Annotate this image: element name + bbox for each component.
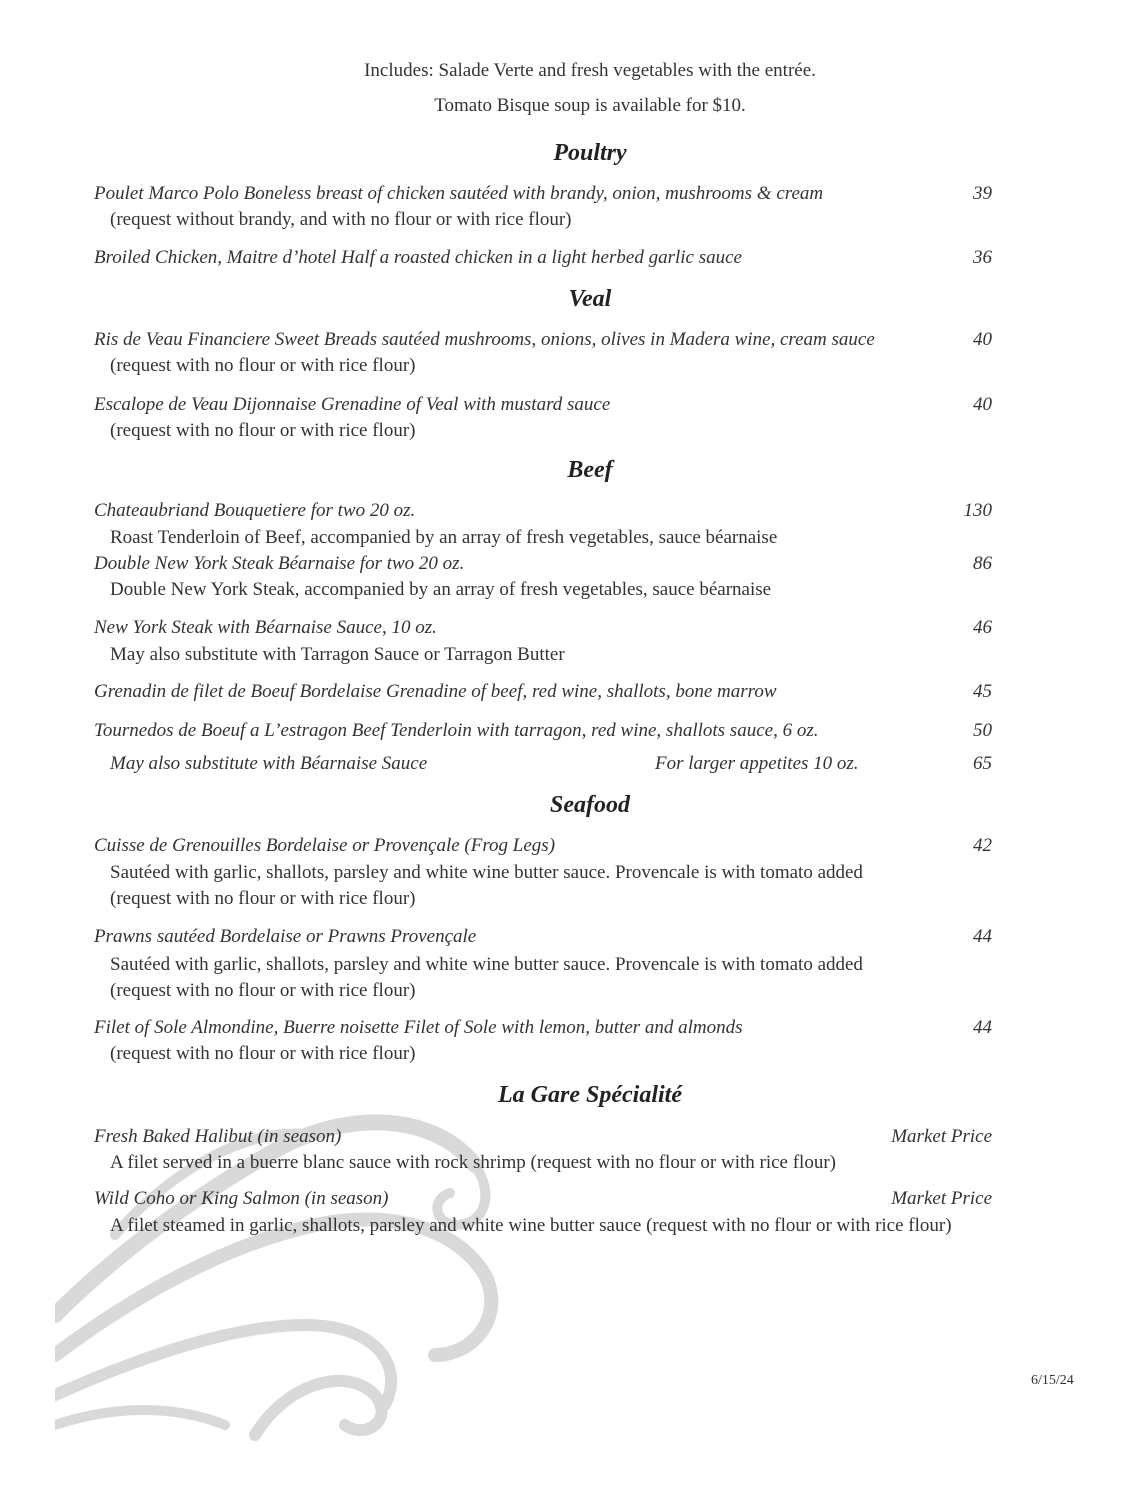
menu-item-price: 65 bbox=[973, 753, 992, 774]
section-title-veal: Veal bbox=[568, 286, 612, 312]
menu-item-price: 40 bbox=[973, 394, 992, 415]
menu-item-note: (request with no flour or with rice flour) bbox=[110, 980, 416, 1001]
menu-item-note: (request without brandy, and with no flour or with rice flour) bbox=[110, 209, 572, 230]
menu-item-name: Filet of Sole Almondine, Buerre noisette Filet of Sole with lemon, butter and almonds bbox=[94, 1017, 743, 1038]
menu-item-price: 50 bbox=[973, 720, 992, 741]
menu-item-name: Grenadin de filet de Boeuf Bordelaise Grenadine of beef, red wine, shallots, bone marrow bbox=[94, 681, 777, 702]
menu-item-note: May also substitute with Tarragon Sauce or Tarragon Butter bbox=[110, 644, 565, 665]
section-title-poultry: Poultry bbox=[553, 140, 627, 166]
menu-item-price: 45 bbox=[973, 681, 992, 702]
menu-item-price: 44 bbox=[973, 1017, 992, 1038]
menu-item-note: Sautéed with garlic, shallots, parsley and white wine butter sauce. Provencale is with tomato added bbox=[110, 862, 863, 883]
menu-item-name: Fresh Baked Halibut (in season) bbox=[94, 1126, 342, 1147]
menu-item-name: Tournedos de Boeuf a L’estragon Beef Tenderloin with tarragon, red wine, shallots sauce, 6 oz. bbox=[94, 720, 819, 741]
menu-item-name: Cuisse de Grenouilles Bordelaise or Provençale (Frog Legs) bbox=[94, 835, 556, 856]
menu-item-name: New York Steak with Béarnaise Sauce, 10 oz. bbox=[94, 617, 437, 638]
menu-item-note: Double New York Steak, accompanied by an array of fresh vegetables, sauce béarnaise bbox=[110, 579, 772, 600]
menu-item-price: 130 bbox=[963, 500, 992, 521]
menu-item-note: May also substitute with Béarnaise Sauce bbox=[110, 753, 428, 774]
menu-item-name: Ris de Veau Financiere Sweet Breads sautéed mushrooms, onions, olives in Madera wine, cream sauce bbox=[94, 329, 875, 350]
menu-item-note: A filet steamed in garlic, shallots, parsley and white wine butter sauce (request with no flour or with rice flour) bbox=[110, 1215, 952, 1236]
menu-item-price: 46 bbox=[973, 617, 992, 638]
menu-item-name: Wild Coho or King Salmon (in season) bbox=[94, 1188, 389, 1209]
menu-item-size-option: For larger appetites 10 oz. bbox=[655, 753, 859, 774]
menu-item-note: A filet served in a buerre blanc sauce with rock shrimp (request with no flour or with rice flour) bbox=[110, 1152, 836, 1173]
menu-item-note: (request with no flour or with rice flour) bbox=[110, 355, 416, 376]
section-title-beef: Beef bbox=[567, 457, 613, 483]
menu-item-name: Poulet Marco Polo Boneless breast of chicken sautéed with brandy, onion, mushrooms & cream bbox=[94, 183, 824, 204]
menu-item-price: 86 bbox=[973, 553, 992, 574]
menu-item-name: Prawns sautéed Bordelaise or Prawns Provençale bbox=[94, 926, 477, 947]
menu-item-price: 39 bbox=[973, 183, 992, 204]
menu-item-price: 36 bbox=[973, 247, 992, 268]
menu-item-price: Market Price bbox=[891, 1188, 992, 1209]
menu-item-name: Chateaubriand Bouquetiere for two 20 oz. bbox=[94, 500, 416, 521]
menu-item-note: Sautéed with garlic, shallots, parsley and white wine butter sauce. Provencale is with tomato added bbox=[110, 954, 863, 975]
menu-item-price: 42 bbox=[973, 835, 992, 856]
menu-item-price: 40 bbox=[973, 329, 992, 350]
menu-item-price: 44 bbox=[973, 926, 992, 947]
menu-item-note: (request with no flour or with rice flour) bbox=[110, 888, 416, 909]
menu-item-name: Escalope de Veau Dijonnaise Grenadine of Veal with mustard sauce bbox=[94, 394, 611, 415]
intro-soup: Tomato Bisque soup is available for $10. bbox=[434, 95, 746, 116]
intro-includes: Includes: Salade Verte and fresh vegetables with the entrée. bbox=[364, 60, 816, 81]
menu-item-note: (request with no flour or with rice flour) bbox=[110, 420, 416, 441]
section-title-specialite: La Gare Spécialité bbox=[498, 1082, 682, 1108]
menu-item-note: (request with no flour or with rice flour) bbox=[110, 1043, 416, 1064]
menu-date: 6/15/24 bbox=[1031, 1373, 1074, 1388]
menu-item-note: Roast Tenderloin of Beef, accompanied by an array of fresh vegetables, sauce béarnaise bbox=[110, 527, 778, 548]
section-title-seafood: Seafood bbox=[550, 792, 630, 818]
menu-item-price: Market Price bbox=[891, 1126, 992, 1147]
menu-item-name: Double New York Steak Béarnaise for two 20 oz. bbox=[94, 553, 465, 574]
menu-item-name: Broiled Chicken, Maitre d’hotel Half a roasted chicken in a light herbed garlic sauce bbox=[94, 247, 742, 268]
